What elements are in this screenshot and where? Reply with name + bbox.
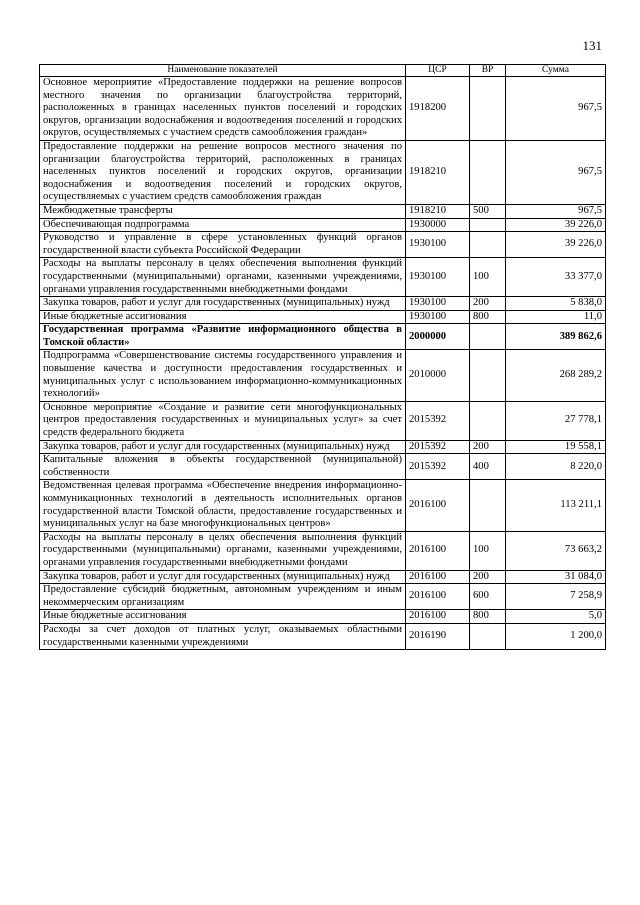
row-vr-cell: 600 [470,584,506,610]
row-sum-cell: 389 862,6 [506,324,606,350]
row-vr-cell: 200 [470,570,506,584]
table-row [40,531,606,570]
row-name-cell: Государственная программа «Развитие информационного общества в Томской области» [40,324,406,350]
table-row [40,324,606,350]
row-sum-cell: 73 663,2 [506,531,606,570]
row-name-cell: Закупка товаров, работ и услуг для государственных (муниципальных) нужд [40,297,406,311]
row-name-cell: Подпрограмма «Совершенствование системы государственного управления и повышение качества и доступности предоставления государственных и муниципальных услуг с использованием информационно-коммуникационных технологий» [40,350,406,401]
row-vr-cell: 800 [470,310,506,324]
row-name-cell: Иные бюджетные ассигнования [40,610,406,624]
table-row [40,623,606,649]
row-name-cell: Иные бюджетные ассигнования [40,310,406,324]
table-row [40,454,606,480]
budget-table [39,64,606,650]
row-name-cell: Закупка товаров, работ и услуг для государственных (муниципальных) нужд [40,440,406,454]
row-name-cell: Межбюджетные трансферты [40,204,406,218]
row-csr-cell: 1930100 [406,232,470,258]
row-vr-cell [470,401,506,440]
table-row [40,350,606,401]
header-csr: ЦСР [406,65,470,77]
row-csr-cell: 2016190 [406,623,470,649]
row-sum-cell: 11,0 [506,310,606,324]
row-vr-cell: 400 [470,454,506,480]
row-name-cell: Расходы на выплаты персоналу в целях обеспечения выполнения функций государственными (муниципальными) органами, казенными учреждениями, органами управления государственными внебюджетными фондами [40,258,406,297]
table-row [40,204,606,218]
row-vr-cell [470,324,506,350]
row-csr-cell: 2015392 [406,401,470,440]
row-name-cell: Обеспечивающая подпрограмма [40,218,406,232]
table-header-row [40,65,606,77]
row-vr-cell [470,350,506,401]
table-row [40,401,606,440]
row-vr-cell: 200 [470,440,506,454]
row-sum-cell: 8 220,0 [506,454,606,480]
row-vr-cell [470,77,506,141]
row-sum-cell: 39 226,0 [506,218,606,232]
table-row [40,140,606,204]
table-row [40,610,606,624]
row-csr-cell: 1918210 [406,140,470,204]
row-name-cell: Закупка товаров, работ и услуг для государственных (муниципальных) нужд [40,570,406,584]
table-row [40,232,606,258]
row-csr-cell: 2016100 [406,531,470,570]
table-row [40,584,606,610]
row-sum-cell: 967,5 [506,140,606,204]
row-csr-cell: 2016100 [406,610,470,624]
row-name-cell: Руководство и управление в сфере установленных функций органов государственной власти субъекта Российской Федерации [40,232,406,258]
table-row [40,297,606,311]
header-sum: Сумма [506,65,606,77]
row-csr-cell: 1930100 [406,310,470,324]
row-csr-cell: 2016100 [406,570,470,584]
row-vr-cell: 800 [470,610,506,624]
row-csr-cell: 2015392 [406,440,470,454]
row-name-cell: Расходы на выплаты персоналу в целях обеспечения выполнения функций государственными (муниципальными) органами, казенными учреждениями, органами управления государственными внебюджетными фондами [40,531,406,570]
row-sum-cell: 967,5 [506,77,606,141]
table-row [40,480,606,531]
table-row [40,77,606,141]
row-name-cell: Расходы за счет доходов от платных услуг, оказываемых областными государственными казенными учреждениями [40,623,406,649]
row-csr-cell: 2016100 [406,480,470,531]
page-number: 131 [582,38,602,53]
row-vr-cell: 100 [470,258,506,297]
row-name-cell: Основное мероприятие «Создание и развитие сети многофункциональных центров предоставления государственных и муниципальных услуг» за счет средств федерального бюджета [40,401,406,440]
row-vr-cell [470,140,506,204]
row-name-cell: Капитальные вложения в объекты государственной (муниципальной) собственности [40,454,406,480]
row-csr-cell: 2000000 [406,324,470,350]
row-sum-cell: 19 558,1 [506,440,606,454]
table-row [40,570,606,584]
row-name-cell: Предоставление субсидий бюджетным, автономным учреждениям и иным некоммерческим организациям [40,584,406,610]
row-csr-cell: 1918200 [406,77,470,141]
row-vr-cell: 500 [470,204,506,218]
row-vr-cell [470,480,506,531]
row-sum-cell: 5 838,0 [506,297,606,311]
row-csr-cell: 1930100 [406,297,470,311]
row-sum-cell: 33 377,0 [506,258,606,297]
row-sum-cell: 1 200,0 [506,623,606,649]
row-sum-cell: 967,5 [506,204,606,218]
table-row [40,440,606,454]
row-sum-cell: 7 258,9 [506,584,606,610]
row-sum-cell: 113 211,1 [506,480,606,531]
table-row [40,258,606,297]
row-vr-cell [470,218,506,232]
row-sum-cell: 31 084,0 [506,570,606,584]
header-vr: ВР [470,65,506,77]
row-sum-cell: 39 226,0 [506,232,606,258]
table-row [40,218,606,232]
row-csr-cell: 1930000 [406,218,470,232]
row-vr-cell [470,232,506,258]
row-csr-cell: 2016100 [406,584,470,610]
row-name-cell: Ведомственная целевая программа «Обеспечение внедрения информационно-коммуникационных технологий в деятельность исполнительных органов государственной власти Томской области, предоставление государственных и муниципальных услуг на базе многофункциональных центров» [40,480,406,531]
row-csr-cell: 2015392 [406,454,470,480]
row-name-cell: Основное мероприятие «Предоставление поддержки на решение вопросов местного значения по организации благоустройства территорий, расположенных в границах населенных пунктов поселений и городских округов, организации водоснабжения и водоотведения поселений и городских округов, осуществляемых с участием средств самообложения граждан» [40,77,406,141]
row-name-cell: Предоставление поддержки на решение вопросов местного значения по организации благоустройства территорий, расположенных в границах населенных пунктов поселений и городских округов, организации водоснабжения и водоотведения поселений и городских округов, осуществляемых с участием средств самообложения граждан [40,140,406,204]
table-row [40,310,606,324]
header-name: Наименование показателей [40,65,406,77]
row-csr-cell: 1918210 [406,204,470,218]
row-csr-cell: 2010000 [406,350,470,401]
row-csr-cell: 1930100 [406,258,470,297]
table-body [40,77,606,650]
row-sum-cell: 27 778,1 [506,401,606,440]
row-sum-cell: 5,0 [506,610,606,624]
row-vr-cell: 100 [470,531,506,570]
row-vr-cell [470,623,506,649]
row-sum-cell: 268 289,2 [506,350,606,401]
row-vr-cell: 200 [470,297,506,311]
